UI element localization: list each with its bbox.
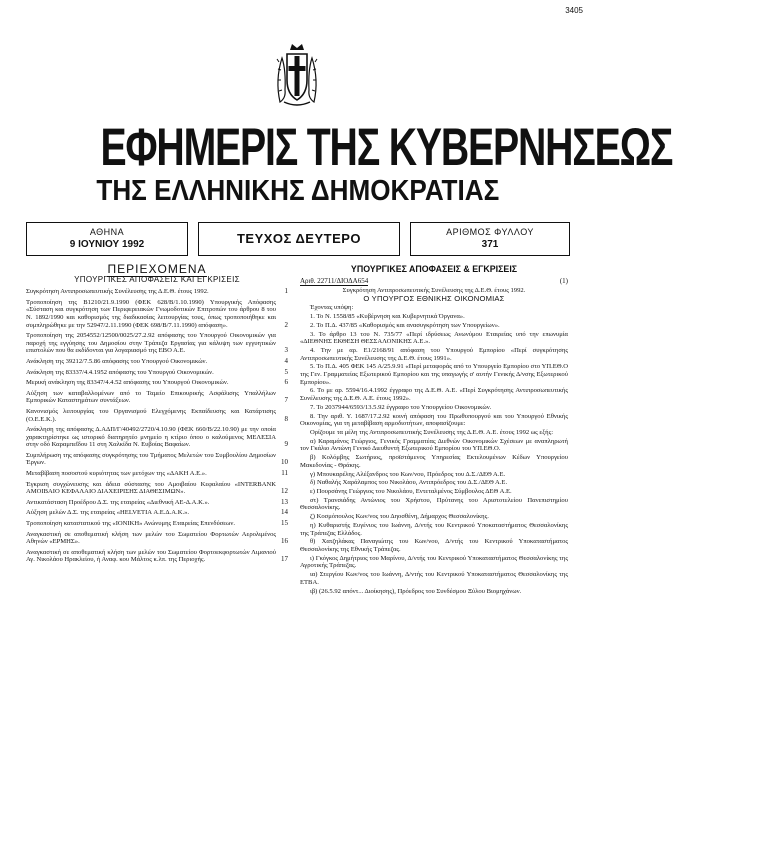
toc-page-number: 7 (284, 396, 288, 405)
toc-page-number: 14 (281, 508, 288, 517)
toc-page-number: 12 (281, 487, 288, 496)
toc-entry[interactable]: Αναγκαστική σε αποθεματική κλήση των μελών του Σωματείου Φορτωτών Αερολιμένος Αθηνών «ΕΡΜΗΣ». 16 (26, 530, 288, 546)
toc-page-number: 10 (281, 458, 288, 467)
toc-subtitle: ΥΠΟΥΡΓΙΚΕΣ ΑΠΟΦΑΣΕΙΣ ΚΑΙ ΕΓΚΡΙΣΕΙΣ (74, 274, 240, 284)
sheet-number: 371 (481, 239, 499, 250)
having-regard: Έχοντας υπόψη: (310, 304, 354, 312)
toc-page-number: 16 (281, 537, 288, 546)
toc-list (26, 288, 288, 564)
toc-entry[interactable]: Αντικατάσταση Προέδρου Δ.Σ. της εταιρείας «Διεθνική ΑΕ-Δ.Α.Κ.». 13 (26, 497, 288, 506)
member-entry: η) Κυθαριστής Ευγένιος του Ιωάννη, Δ/ντής του Κεντρικού Υποκαταστήματος Θεσσαλονίκης της Τράπεζας Ελλάδος. (300, 522, 568, 537)
sheet-number-label: ΑΡΙΘΜΟΣ ΦΥΛΛΟΥ (446, 227, 534, 237)
place-date-box (26, 222, 188, 256)
toc-page-number: 11 (281, 469, 288, 478)
decision-paragraph: 6. Το με αρ. 5594/16.4.1992 έγγραφο της Δ.Ε.Θ. Α.Ε. «Περί Συγκρότησης Αντιπροσωπευτικής Συνέλευσης της Δ.Ε.Θ. Α.Ε. έτους 1992». (300, 387, 568, 403)
toc-page-number: 8 (284, 414, 288, 423)
decision-paragraph: 7. Το 2037944/6593/13.5.92 έγγραφο του Υπουργείου Οικονομικών. (310, 403, 492, 411)
toc-entry[interactable]: Ανάκληση της απόφασης Δ.ΑΔΠ/Γ/40492/2720/4.10.90 (ΦΕΚ 660/Β/22.10.90) με την οποία χαρακτηρίστηκε ως ιστορικό διατηρητέο μνημείο η κτίριο όπου ο καλούμενος ΜΕΛΕΣΙΑ στην οδό Καραμπεΐδου 11 στη Χαλκίδα Ν. Ευβοίας Βαφαίων. 9 (26, 426, 288, 449)
coat-of-arms-emblem (272, 40, 322, 110)
page-number: 3405 (565, 6, 583, 15)
toc-page-number: 6 (284, 378, 288, 387)
member-entry: ζ) Κοσμόπουλος Κων/νος του Δηοσθένη, Δήμαρχος Θεσσαλονίκης. (310, 513, 489, 521)
issue-info-bar (26, 222, 571, 256)
toc-page-number: 4 (284, 356, 288, 365)
toc-entry[interactable]: Τροποποίηση της 2054552/12500/0025/27.2.92 απόφασης του Υπουργού Οικονομικών για παροχή της εγγύησης του Δημοσίου στην Τράπεζα Εργασίας για κάλυψη των εγγυητικών επιστολών που θα εκδίδονται για λογαριασμό της EBO A.E. 3 (26, 332, 288, 355)
member-entry: ε) Πουρσάνης Γεώργιος του Νικολάου, Εντεταλμένος Σύμβουλος ΔΕΘ Α.Ε. (310, 488, 512, 496)
toc-entry[interactable]: Αύξηση των καταβαλλομένων από το Ταμείο Επικουρικής Ασφάλισης Υπαλλήλων Εμπορικών Καταστημάτων συντάξεων. 7 (26, 389, 288, 405)
member-entry: θ) Χατζηλάκας Παναγιώτης του Κων/νου, Δ/ντής του Κεντρικού Υποκαταστήματος Θεσσαλονίκης της Εθνικής Τράπεζας. (300, 538, 568, 553)
decisions-column (300, 266, 568, 596)
toc-page-number: 3 (284, 346, 288, 355)
decision-paragraph: Ορίζουμε τα μέλη της Αντιπροσωπευτικής Συνέλευσης της Δ.Ε.Θ. Α.Ε. έτους 1992 ως εξής: (310, 428, 554, 436)
toc-entry[interactable]: Μεταβίβαση ποσοστού κυριότητας των μετόχων της «ΔΑΚΗ Α.Ε.». 11 (26, 469, 288, 478)
member-entry: α) Καραμάνος Γεώργιος, Γενικός Γραμματέας Διεθνών Οικονομικών Σχέσεων με αναπληρωτή τον Γκάλιο Αντώνη Γενικό Διευθυντή Εξωτερικού Εμπορίου του ΥΠ.ΕΘ.Ο. (300, 437, 568, 453)
toc-page-number: 5 (284, 367, 288, 376)
issue-type: ΤΕΥΧΟΣ ΔΕΥΤΕΡΟ (236, 231, 362, 246)
member-entry: ια) Στεργίου Κων/νος του Ιωάννη, Δ/ντής του Κεντρικού Υποκαταστήματος Θεσσαλονίκης της ΕΤΒΑ. (300, 571, 568, 586)
toc-entry[interactable]: Κανονισμός λειτουργίας του Οργανισμού Ελεγχόμενης Εκπαίδευσης και Κατάρτισης (Ο.Ε.Ε.Κ.). 8 (26, 407, 288, 423)
toc-page-number: 17 (281, 555, 288, 564)
member-entry: στ) Τρανσιάδης Αντώνιος του Χρήστου, Πρύτανης του Αριστοτελείου Πανεπιστημίου Θεσσαλονίκης. (300, 496, 568, 512)
decision-paragraph: 8. Την αριθ. Υ. 1687/17.2.92 κοινή απόφαση του Πρωθυπουργού και του Υπουργού Εθνικής Οικονομίας, για τη μεταβίβαση αρμοδιοτήτων, αποφασίζουμε: (300, 412, 568, 428)
decision-paragraph: 1. Το Ν. 1558/85 «Κυβέρνηση και Κυβερνητικά Όργανα». (310, 313, 465, 321)
decision-paragraph: 3. Το άρθρο 13 του Ν. 735/77 «Περί ιδρύσεως Ανωνύμου Εταιρείας υπό την επωνυμία «ΔΙΕΘΝΗΣ ΕΚΘΕΣΗ ΘΕΣΣΑΛΟΝΙΚΗΣ Α.Ε.». (300, 330, 568, 346)
toc-entry[interactable]: Αύξηση μελών Δ.Σ. της εταιρείας «HELVETIA Α.Ε.Δ.Α.Κ.». 14 (26, 508, 288, 517)
issue-date: 9 ΙΟΥΝΙΟΥ 1992 (69, 239, 145, 250)
toc-entry[interactable]: Ανάκληση της 39212/7.5.86 απόφασης του Υπουργού Οικονομικών. 4 (26, 356, 288, 365)
decision-number: Αριθ. 22711/ΔΙΟΔΑ654 (300, 276, 369, 285)
member-entry: ιβ) (26.5.92 απόντ... Διοίκησης), Πρόεδρος του Συνδέσμου Ξύλου Βιομηχάνων. (310, 587, 522, 595)
decision-number-line (300, 278, 568, 287)
member-entry: ι) Γκόγκος Δημήτριος του Μαρίνου, Δ/ντής του Κεντρικού Υποκαταστήματος Θεσσαλονίκης της Αγροτικής Τράπεζας. (300, 554, 568, 570)
toc-page-number: 13 (281, 497, 288, 506)
gazette-title: ΕΦΗΜΕΡΙΣ ΤΗΣ ΚΥΒΕΡΝΗΣΕΩΣ (100, 118, 673, 177)
toc-page-number: 2 (284, 320, 288, 329)
issue-type-box (198, 222, 400, 256)
toc-page-number: 1 (284, 287, 288, 296)
toc-page-number: 9 (284, 440, 288, 449)
member-entry: δ) Ναθαλής Χαράλαμπος του Νικολάου, Αντιπρόεδρος του Δ.Σ./ΔΕΘ Α.Ε. (310, 479, 508, 487)
toc-entry[interactable]: Συμπλήρωση της απόφασης συγκρότησης του Τμήματος Μελετών του Συμβουλίου Δημοσίων Έργων. 10 (26, 451, 288, 467)
toc-entry[interactable]: Τροποποίηση της Β1210/21.9.1990 (ΦΕΚ 628/Β/1.10.1990) Υπουργικής Απόφασης «Σύσταση και συγκρότηση των Περιφερειακών Γνωμοδοτικών Επιτροπών του άρθρου 8 του Ν. 1892/1990 και καθορισμός της διαδικασίας λειτουργίας τους, όπως τροποποιήθηκε και συμπληρώθηκε με την 52947/2.11.1990 (ΦΕΚ 698/Β/7.11.1990) απόφαση». 2 (26, 298, 288, 329)
decision-paragraph: 4. Την με αρ. Ε1/2168/91 απόφαση του Υπουργού Εμπορίου «Περί συγκρότησης Αντιπροσωπευτικής Συνέλευσης της Δ.Ε.Θ. έτους 1991». (300, 347, 568, 362)
member-entry: β) Κολόμβης Σωτήριος, προϊστάμενος Υπηρεσίας Εκτελουμένων Κέδων Υπουργείου Μακεδονίας - Θράκης. (300, 454, 568, 469)
toc-title: ΠΕΡΙΕΧΟΜΕΝΑ (107, 262, 207, 276)
toc-page-number: 15 (281, 519, 288, 528)
gazette-subtitle: ΤΗΣ ΕΛΛΗΝΙΚΗΣ ΔΗΜΟΚΡΑΤΙΑΣ (96, 175, 499, 207)
table-of-contents (26, 262, 288, 567)
member-entry: γ) Μπουκαρέλης Αλέξανδρος του Κων/νου, Πρόεδρος του Δ.Σ./ΔΕΘ Α.Ε. (310, 470, 506, 478)
masthead (0, 118, 673, 207)
decision-title: Συγκρότηση Αντιπροσωπευτικής Συνέλευσης της Δ.Ε.Θ. έτους 1992. (342, 287, 526, 295)
toc-entry[interactable]: Αναγκαστική σε αποθεματική κλήση των μελών του Σωματείου Φορτοεκφορτωτών Λιμανιού Αγ. Νικολάου Ηρακλείου, ή Αναφ. κου Μάλτος κ.λπ. της Περιοχής. 17 (26, 548, 288, 564)
decision-paragraph: 5. Το Π.Δ. 405 ΦΕΚ 145 Α/25.9.91 «Περί μεταφοράς από το Υπουργείο Εμπορίου στο ΥΠ.ΕΘ.Ο της Γεν. Γραμματείας Εξωτερικού Εμπορίου και της υπαγωγής σ' αυτήν Γενικής Δ/νσης Εξωτερικού Εμπορίου». (300, 363, 568, 386)
toc-entry[interactable]: Έγκριση συγχώνευσης και άδεια σύστασης του Αμοιβαίου Κεφαλαίου «INTERBANK ΑΜΟΙΒΑΙΟ ΚΕΦΑΛΑΙΟ ΔΙΑΧΕΙΡΙΣΗΣ ΔΙΑΘΕΣΙΜΩΝ». 12 (26, 480, 288, 496)
place-label: ΑΘΗΝΑ (89, 227, 125, 237)
ministry-name: Ο ΥΠΟΥΡΓΟΣ ΕΘΝΙΚΗΣ ΟΙΚΟΝΟΜΙΑΣ (363, 293, 505, 303)
decision-index: (1) (559, 276, 568, 285)
section-heading: ΥΠΟΥΡΓΙΚΕΣ ΑΠΟΦΑΣΕΙΣ & ΕΓΚΡΙΣΕΙΣ (350, 264, 518, 275)
toc-entry[interactable]: Συγκρότηση Αντιπροσωπευτικής Συνέλευσης της Δ.Ε.Θ. έτους 1992. 1 (26, 287, 288, 296)
toc-entry[interactable]: Τροποποίηση καταστατικού της «ΙΟΝΙΚΗ» Ανώνυμης Εταιρείας Επενδύσεων. 15 (26, 519, 288, 528)
sheet-number-box (410, 222, 570, 256)
decision-paragraph: 2. Το Π.Δ. 437/85 «Καθορισμός και ανασυγκρότηση των Υπουργείων». (310, 321, 500, 329)
toc-entry[interactable]: Μερική ανάκληση της 83347/4.4.52 απόφασης του Υπουργού Οικονομικών. 6 (26, 378, 288, 387)
toc-entry[interactable]: Ανάκληση της 83337/4.4.1952 απόφασης του Υπουργού Οικονομικών. 5 (26, 367, 288, 376)
